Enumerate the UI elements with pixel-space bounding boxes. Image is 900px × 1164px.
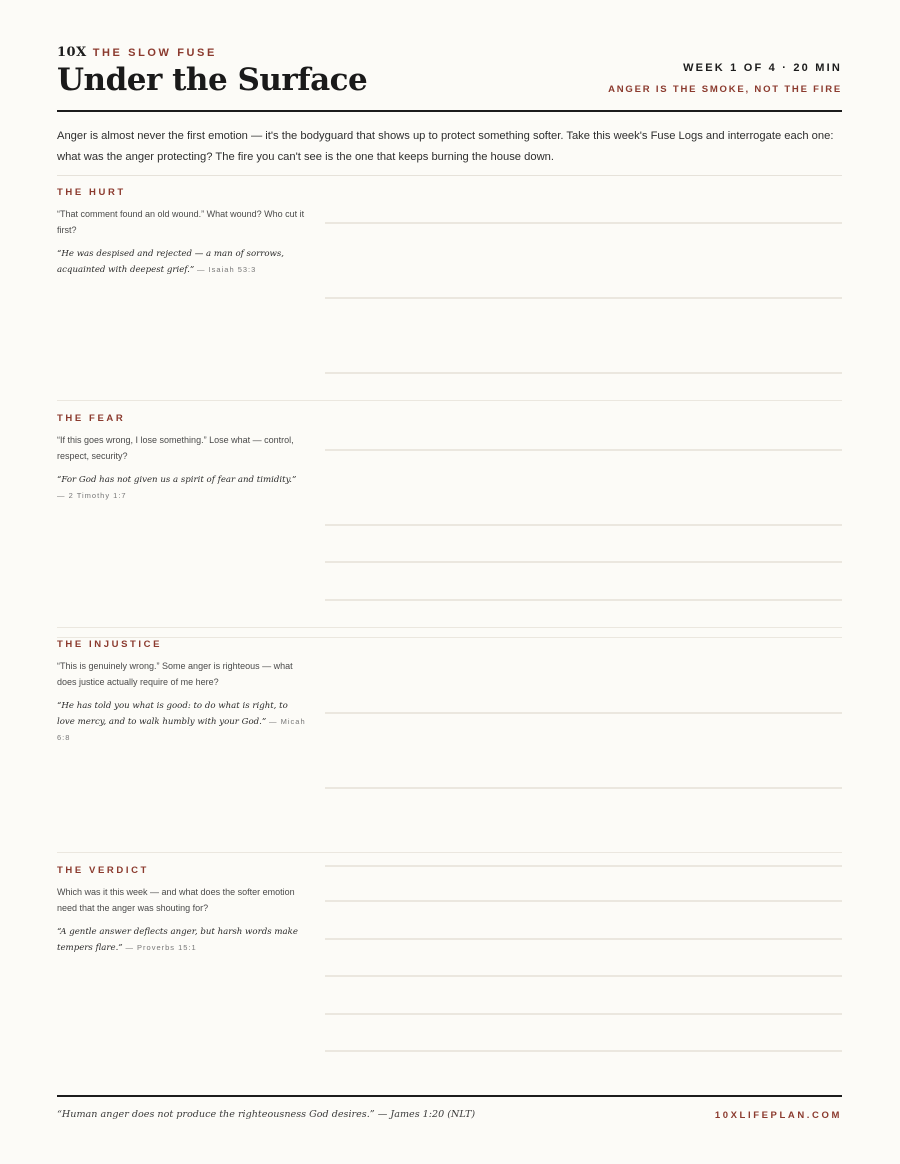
section-divider bbox=[57, 637, 842, 638]
writing-line[interactable] bbox=[325, 222, 842, 224]
writing-line[interactable] bbox=[325, 372, 842, 374]
section-divider bbox=[57, 627, 842, 628]
scripture-reference: — Isaiah 53:3 bbox=[197, 265, 257, 274]
section-heading: THE INJUSTICE bbox=[57, 639, 163, 650]
intro-text: Anger is almost never the first emotion — it's the bodyguard that shows up to protect something softer. Take this week's Fuse Logs and interrogate each one: what was the anger protecting? The fire you can't see is the one that keeps burning the house down. bbox=[57, 130, 834, 163]
section-heading: THE HURT bbox=[57, 187, 126, 198]
section-text bbox=[57, 413, 307, 504]
writing-line[interactable] bbox=[325, 975, 842, 977]
writing-line[interactable] bbox=[325, 712, 842, 714]
section-text bbox=[57, 865, 307, 956]
page-title: Under the Surface bbox=[57, 62, 368, 98]
section-heading: THE FEAR bbox=[57, 413, 126, 424]
writing-line[interactable] bbox=[325, 449, 842, 451]
section-fear bbox=[57, 413, 842, 639]
quote-text: “He has told you what is good: to do what is right, to love mercy, and to walk humbly with your God.” bbox=[57, 701, 288, 727]
series-name: THE SLOW FUSE bbox=[92, 47, 217, 59]
writing-line[interactable] bbox=[325, 1013, 842, 1015]
section-hurt bbox=[57, 187, 842, 401]
quote-text: “For God has not given us a spirit of fear and timidity.” bbox=[57, 475, 297, 485]
worksheet-page bbox=[57, 0, 842, 1164]
scripture-quote bbox=[57, 472, 307, 504]
section-divider bbox=[57, 852, 842, 853]
writing-line[interactable] bbox=[325, 900, 842, 902]
scripture-quote bbox=[57, 246, 307, 278]
footer-divider bbox=[57, 1095, 842, 1097]
section-verdict bbox=[57, 865, 842, 1065]
footer-site-link[interactable]: 10XLIFEPLAN.COM bbox=[714, 1110, 842, 1121]
quote-text: “He was despised and rejected — a man of sorrows, acquainted with deepest grief.” bbox=[57, 249, 285, 275]
header-divider bbox=[57, 110, 842, 112]
section-text bbox=[57, 639, 307, 746]
section-prompt: Which was it this week — and what does the softer emotion need that the anger was shouting for? bbox=[57, 887, 295, 913]
section-prompt: “This is genuinely wrong.” Some anger is righteous — what does justice actually require of me here? bbox=[57, 661, 293, 687]
section-text bbox=[57, 187, 307, 278]
footer-quote: “Human anger does not produce the righteousness God desires.” — James 1:20 (NLT) bbox=[57, 1109, 476, 1120]
brand-line bbox=[57, 45, 217, 60]
intro-divider bbox=[57, 175, 842, 176]
writing-line[interactable] bbox=[325, 865, 842, 867]
writing-line[interactable] bbox=[325, 524, 842, 526]
writing-line[interactable] bbox=[325, 297, 842, 299]
writing-line[interactable] bbox=[325, 561, 842, 563]
scripture-reference: — Proverbs 15:1 bbox=[125, 943, 197, 952]
quote-text: “A gentle answer deflects anger, but harsh words make tempers flare.” bbox=[57, 927, 298, 953]
writing-line[interactable] bbox=[325, 1050, 842, 1052]
section-prompt: “If this goes wrong, I lose something.” Lose what — control, respect, security? bbox=[57, 435, 294, 461]
section-prompt: “That comment found an old wound.” What wound? Who cut it first? bbox=[57, 209, 305, 235]
scripture-quote bbox=[57, 924, 307, 956]
scripture-quote bbox=[57, 698, 307, 746]
scripture-reference: — 2 Timothy 1:7 bbox=[57, 491, 127, 500]
brand-logo: 10X bbox=[57, 45, 87, 60]
week-label: WEEK 1 OF 4 · 20 MIN bbox=[683, 62, 842, 74]
scripture-reference: — Micah 6:8 bbox=[57, 717, 306, 742]
section-heading: THE VERDICT bbox=[57, 865, 149, 876]
section-injustice bbox=[57, 639, 842, 853]
writing-line[interactable] bbox=[325, 938, 842, 940]
section-divider bbox=[57, 400, 842, 401]
tagline: ANGER IS THE SMOKE, NOT THE FIRE bbox=[608, 84, 842, 95]
writing-line[interactable] bbox=[325, 599, 842, 601]
writing-line[interactable] bbox=[325, 787, 842, 789]
